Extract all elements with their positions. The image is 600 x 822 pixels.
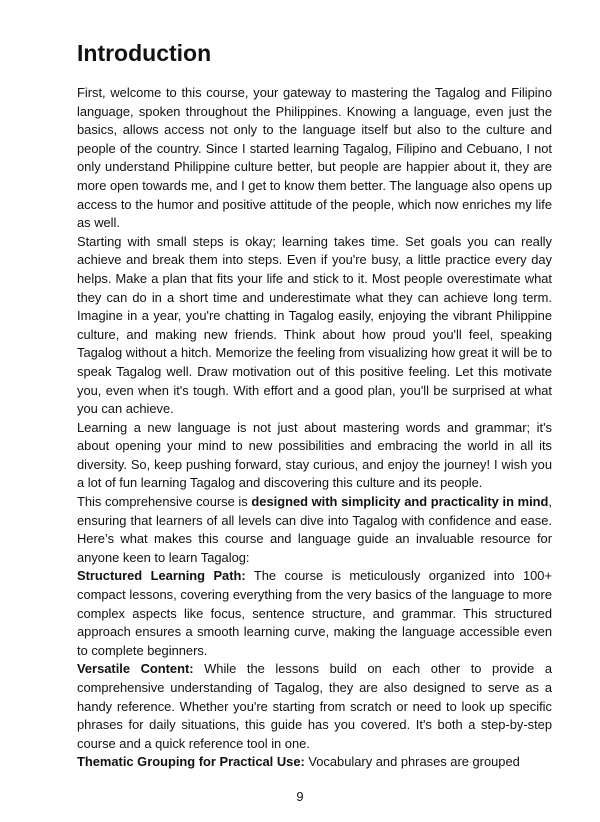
paragraph-versatile-content bbox=[77, 660, 552, 753]
page-title: Introduction bbox=[77, 40, 212, 66]
overview-text-start: This comprehensive course is bbox=[77, 494, 252, 510]
paragraph-welcome: First, welcome to this course, your gateway to mastering the Tagalog and Filipino language, spoken throughout the Philippines. Knowing a language, even just the basics, allows access not only to the language itself but also to the culture and people of the country. Since I started learning Tagalog, Filipino and Cebuano, I not only understand Philippine culture better, but people are happier about it, they are more open towards me, and I get to know them better. The language also opens up access to the humor and positive attitude of the people, which now enriches my life as well. bbox=[77, 85, 552, 231]
thematic-grouping-heading: Thematic Grouping for Practical Use: bbox=[77, 754, 305, 770]
overview-text-end: , ensuring that learners of all levels can dive into Tagalog with confidence and ease. Here’s what makes this course and language guide an invaluable resource for anyone keen to learn Tagalog: bbox=[77, 494, 553, 565]
versatile-content-text: While the lessons build on each other to provide a comprehensive understanding of Tagalog, they are also designed to serve as a handy reference. Whether you're starting from scratch or need to look up specific phrases for daily situations, this guide has you covered. It's both a step-by-step course and a quick reference tool in one. bbox=[77, 661, 552, 751]
thematic-grouping-text: Vocabulary and phrases are grouped bbox=[304, 754, 520, 770]
structured-learning-text: The course is meticulously organized into 100+ compact lessons, covering everything from the very basics of the language to more complex aspects like focus, sentence structure, and grammar. This structured approach ensures a smooth learning curve, making the language accessible even to complete beginners. bbox=[77, 568, 552, 658]
page-body bbox=[77, 36, 552, 772]
structured-learning-heading: Structured Learning Path: bbox=[77, 568, 246, 584]
paragraph-open-mind: Learning a new language is not just about mastering words and grammar; it's about opening your mind to new possibilities and embracing the world in all its diversity. So, keep pushing forward, stay curious, and enjoy the journey! I wish you a lot of fun learning Tagalog and discovering this culture and its people. bbox=[77, 419, 552, 491]
versatile-content-heading: Versatile Content: bbox=[77, 661, 194, 677]
paragraph-thematic-grouping bbox=[77, 753, 552, 772]
page-number: 9 bbox=[296, 789, 304, 804]
paragraph-course-overview bbox=[77, 493, 552, 567]
paragraph-small-steps: Starting with small steps is okay; learning takes time. Set goals you can really achieve and break them into steps. Even if you're busy, a little practice every day helps. Make a plan that fits your life and stick to it. Most people overestimate what they can do in a short time and underestimate what they can achieve long term. Imagine in a year, you're chatting in Tagalog easily, enjoying the vibrant Philippine culture, and making new friends. Think about how proud you'll feel, speaking Tagalog without a hitch. Memorize the feeling from visualizing how great it will be to speak Tagalog well. Draw motivation out of this positive feeling. Let this motivate you, even when it's tough. With effort and a good plan, you'll be surprised at what you can achieve. bbox=[77, 233, 552, 417]
overview-emphasis: designed with simplicity and practicality in mind bbox=[251, 494, 549, 510]
paragraph-structured-learning bbox=[77, 567, 552, 660]
